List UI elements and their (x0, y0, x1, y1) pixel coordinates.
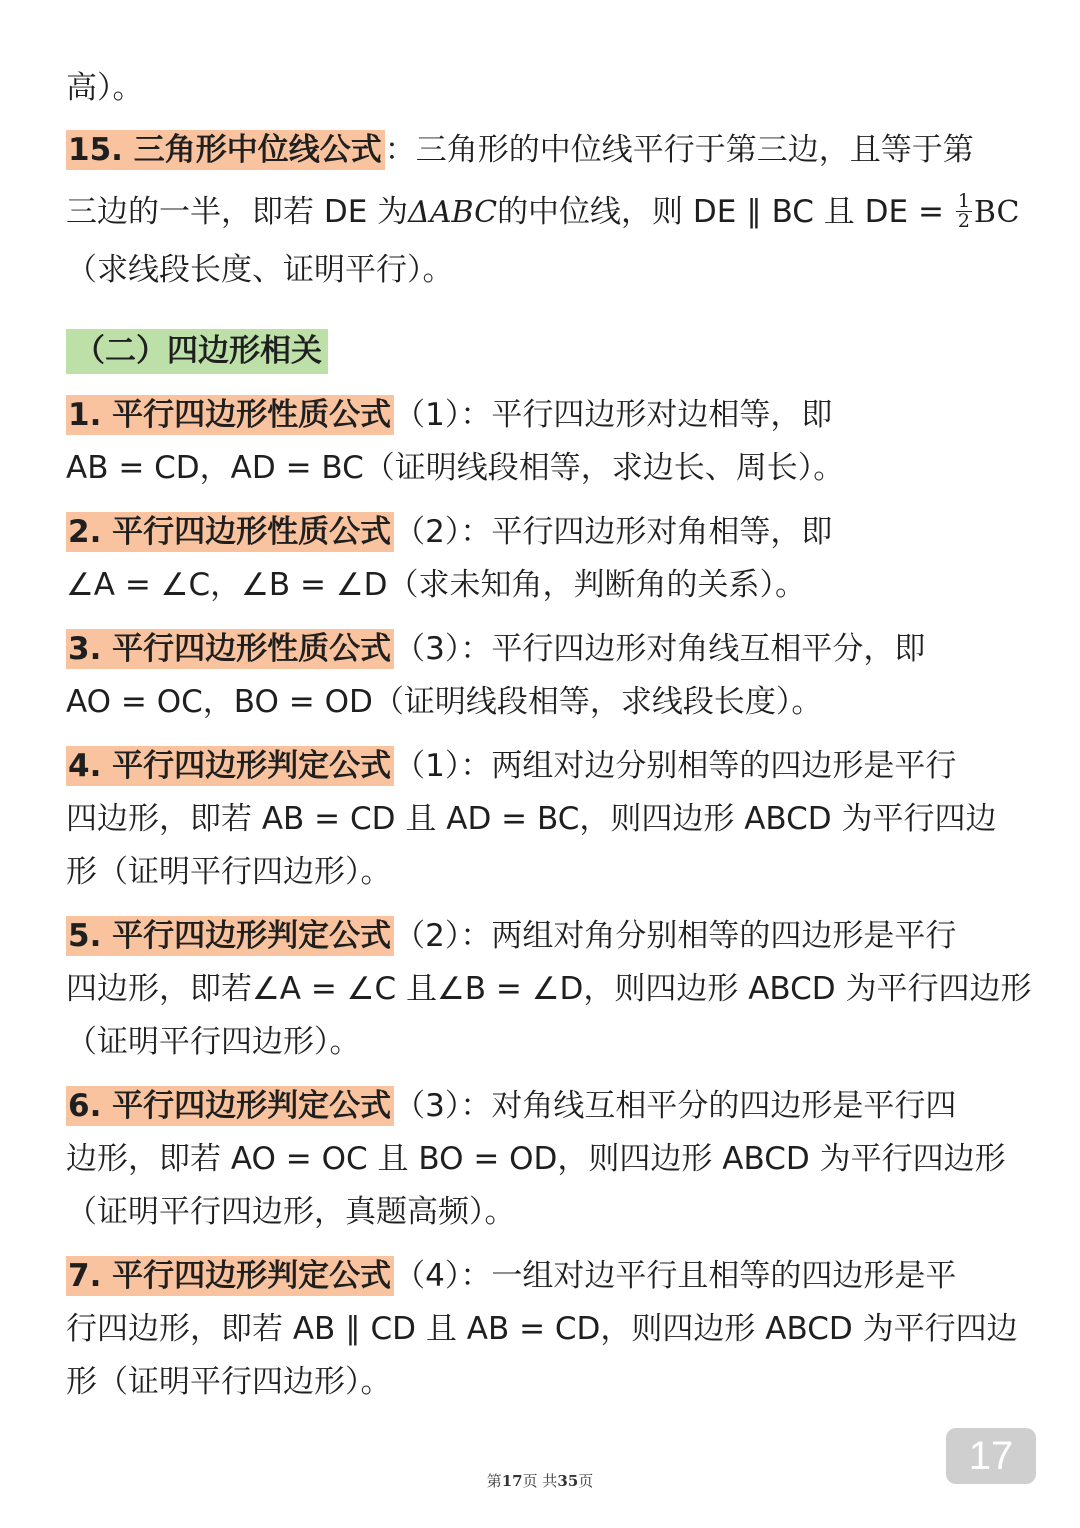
formula-label-5: 5. 平行四边形判定公式 (66, 916, 394, 956)
page-number-badge: 17 (946, 1428, 1036, 1484)
section-title: （二）四边形相关 (66, 329, 328, 374)
formula-label-6: 6. 平行四边形判定公式 (66, 1086, 394, 1126)
item-7-line-2: 行四边形，即若 AB ∥ CD 且 AB = CD，则四边形 ABCD 为平行四边 (66, 1311, 1018, 1347)
formula-label-2: 2. 平行四边形性质公式 (66, 512, 394, 552)
item-6-line-3: （证明平行四边形，真题高频）。 (66, 1194, 516, 1230)
triangle-abc: ΔABC (408, 195, 498, 230)
item-6-text-1: （3）：对角线互相平分的四边形是平行四 (394, 1088, 957, 1124)
item-4-line-2: 四边形，即若 AB = CD 且 AD = BC，则四边形 ABCD 为平行四边 (66, 801, 997, 837)
item-5-text-1: （2）：两组对角分别相等的四边形是平行 (394, 918, 957, 954)
item-7-text-1: （4）：一组对边平行且相等的四边形是平 (394, 1258, 957, 1294)
fraction-one-half: $\frac{1}{2}$ (957, 190, 970, 232)
formula-label-3: 3. 平行四边形性质公式 (66, 629, 394, 669)
item-1-line-2: AB = CD，AD = BC（证明线段相等，求边长、周长）。 (66, 450, 845, 486)
item-7-line-3: 形（证明平行四边形）。 (66, 1364, 392, 1400)
item-15-line-3: （求线段长度、证明平行）。 (66, 252, 454, 288)
item-3-text-1: （3）：平行四边形对角线互相平分，即 (394, 631, 926, 667)
item-6-line-2: 边形，即若 AO = OC 且 BO = OD，则四边形 ABCD 为平行四边形 (66, 1141, 1006, 1177)
page-footer (0, 1470, 1080, 1491)
continuation-text: 高）。 (66, 70, 144, 106)
item-5-line-1 (66, 916, 956, 956)
footer-post: 页 (578, 1472, 594, 1490)
item-2-line-1 (66, 512, 832, 552)
item-3-line-1 (66, 629, 925, 669)
item-1-text-1: （1）：平行四边形对边相等，即 (394, 397, 833, 433)
item-7-line-1 (66, 1256, 956, 1296)
item-5-line-3: （证明平行四边形）。 (66, 1024, 361, 1060)
item-15-text-2c: BC (973, 195, 1020, 230)
item-15-text-2b: 的中位线，则 DE ∥ BC 且 DE = (497, 194, 954, 230)
item-1-line-1 (66, 395, 832, 435)
formula-label-4: 4. 平行四边形判定公式 (66, 746, 394, 786)
item-2-text-1: （2）：平行四边形对角相等，即 (394, 514, 833, 550)
item-3-line-2: AO = OC，BO = OD（证明线段相等，求线段长度）。 (66, 684, 823, 720)
item-4-text-1: （1）：两组对边分别相等的四边形是平行 (394, 748, 957, 784)
item-5-line-2: 四边形，即若∠A = ∠C 且∠B = ∠D，则四边形 ABCD 为平行四边形 (66, 971, 1032, 1007)
item-15-text-2a: 三边的一半，即若 DE 为 (66, 194, 409, 230)
item-15-text-1: ：三角形的中位线平行于第三边，且等于第 (384, 132, 974, 168)
item-4-line-3: 形（证明平行四边形）。 (66, 854, 392, 890)
item-15-line-2 (66, 192, 1019, 232)
item-6-line-1 (66, 1086, 956, 1126)
formula-label-7: 7. 平行四边形判定公式 (66, 1256, 394, 1296)
item-2-line-2: ∠A = ∠C，∠B = ∠D（求未知角，判断角的关系）。 (66, 567, 807, 603)
item-4-line-1 (66, 746, 956, 786)
footer-current-page: 17 (501, 1472, 523, 1490)
footer-mid: 页 共 (522, 1472, 558, 1490)
footer-pre: 第 (486, 1472, 502, 1490)
formula-label-1: 1. 平行四边形性质公式 (66, 395, 394, 435)
item-15-line-1 (66, 130, 974, 170)
footer-total-pages: 35 (557, 1472, 579, 1490)
formula-label-15: 15. 三角形中位线公式 (66, 130, 385, 170)
